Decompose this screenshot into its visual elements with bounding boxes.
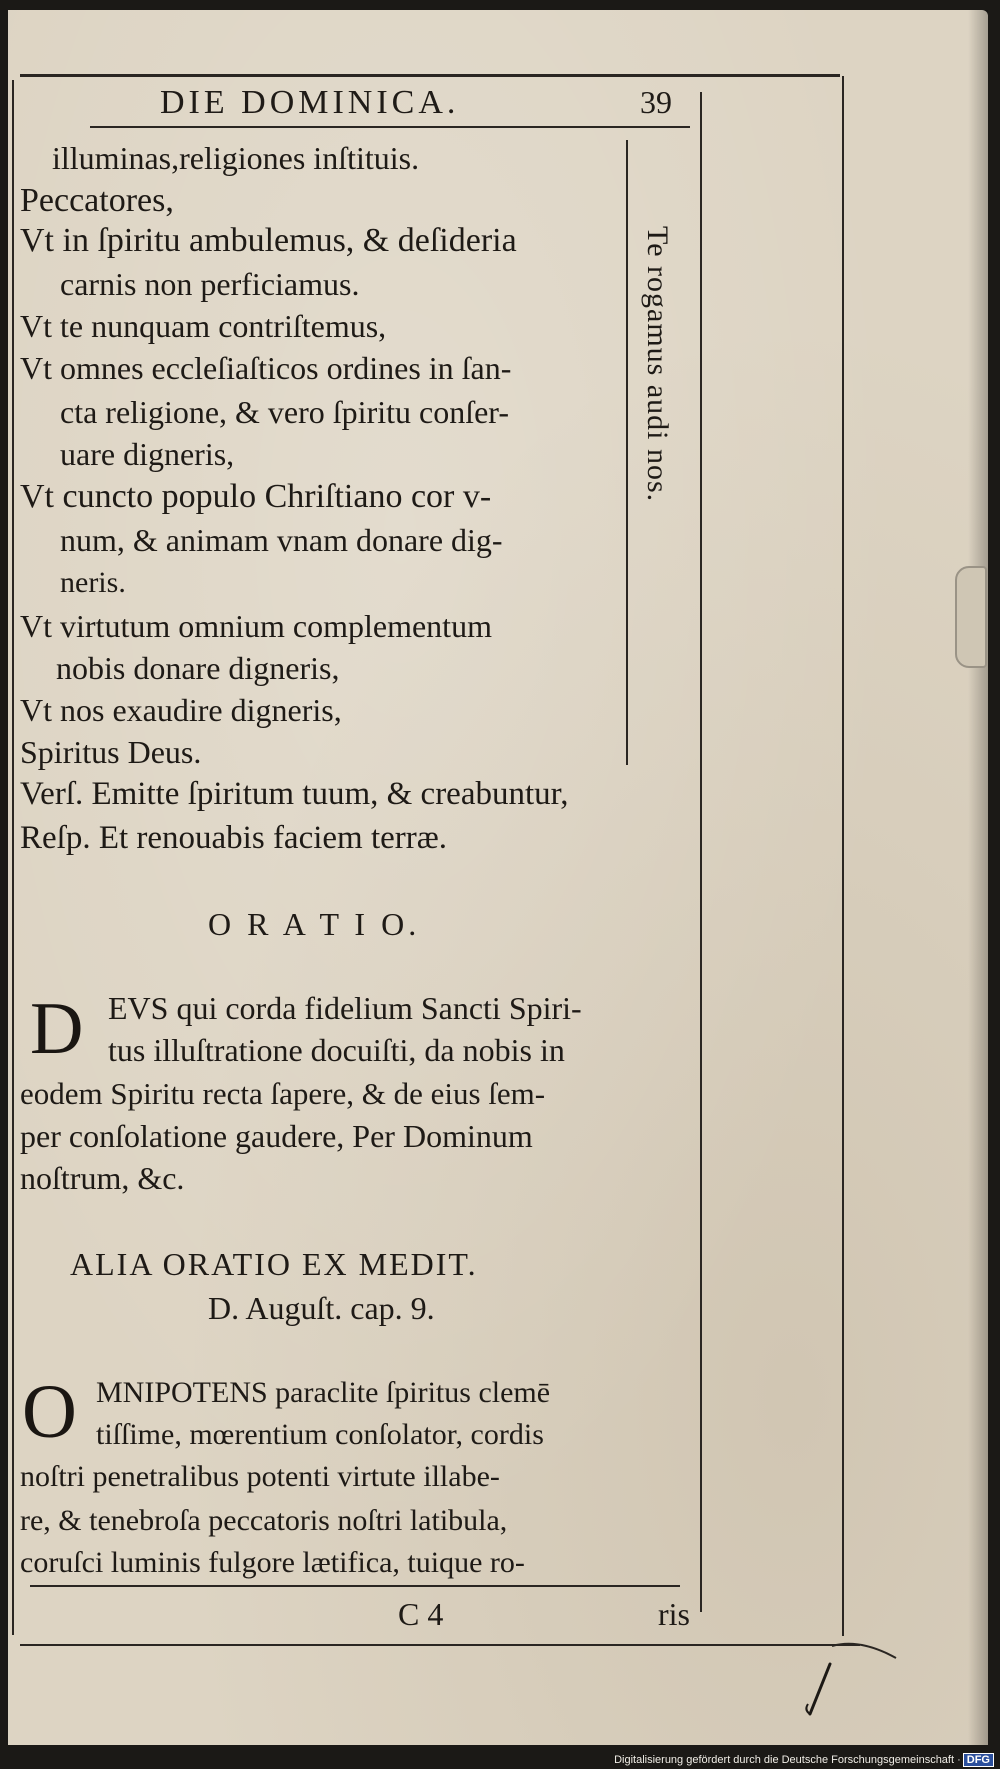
litany-line: num, & animam vnam donare dig- <box>60 522 503 558</box>
page-tab-marker <box>955 566 987 668</box>
oratio-line: tus illuſtratione docuiſti, da nobis in <box>108 1032 565 1068</box>
oratio-line: noſtrum, &c. <box>20 1160 185 1196</box>
alia-oratio-line: noſtri penetralibus potenti virtute illabe- <box>20 1460 500 1493</box>
versicle-line: Verſ. Emitte ſpiritum tuum, & creabuntur, <box>20 776 569 812</box>
litany-line: cta religione, & vero ſpiritu conſer- <box>60 394 509 430</box>
credit-text: Digitalisierung gefördert durch die Deutsche Forschungsgemeinschaft · <box>614 1754 961 1766</box>
handwritten-mark <box>800 1660 840 1720</box>
digitization-credit <box>614 1753 994 1767</box>
litany-column-rule <box>626 140 628 765</box>
signature-mark: C 4 <box>398 1596 444 1632</box>
litany-line: Spiritus Deus. <box>20 734 202 770</box>
catchword: ris <box>658 1596 690 1632</box>
alia-oratio-heading: ALIA ORATIO EX MEDIT. <box>70 1246 478 1282</box>
litany-line: Peccatores, <box>20 182 174 219</box>
litany-line: Vt virtutum omnium complementum <box>20 608 492 644</box>
footer-rule <box>20 1644 860 1646</box>
header-rule <box>90 126 690 128</box>
response-line: Reſp. Et renouabis faciem terræ. <box>20 820 448 856</box>
alia-oratio-line: re, & tenebroſa peccatoris noſtri latibula, <box>20 1504 508 1537</box>
litany-line: neris. <box>60 566 126 599</box>
alia-oratio-line: tiſſime, mœrentium conſolator, cordis <box>96 1418 544 1451</box>
oratio-heading: O R A T I O. <box>208 906 421 942</box>
frame-left-rule <box>12 80 14 1635</box>
alia-oratio-line: MNIPOTENS paraclite ſpiritus clemē <box>96 1376 551 1409</box>
frame-outer-right-rule <box>842 76 844 1636</box>
litany-line: Vt te nunquam contriſtemus, <box>20 308 387 344</box>
running-head-title: DIE DOMINICA. <box>160 84 460 121</box>
oratio-dropcap: D <box>30 988 84 1070</box>
alia-oratio-dropcap: O <box>22 1370 77 1454</box>
litany-line: nobis donare digneris, <box>56 650 340 686</box>
footer-flourish <box>830 1628 900 1668</box>
litany-line: illuminas,religiones inſtituis. <box>52 140 420 176</box>
litany-line: carnis non perficiamus. <box>60 266 360 302</box>
top-rule <box>20 74 840 77</box>
litany-refrain: Te rogamus audi nos. <box>641 226 674 503</box>
litany-line: Vt omnes eccleſiaſticos ordines in ſan- <box>20 350 512 386</box>
oratio-line: per conſolatione gaudere, Per Dominum <box>20 1118 533 1154</box>
oratio-line: EVS qui corda fidelium Sancti Spiri- <box>108 990 582 1026</box>
dfg-logo: DFG <box>963 1753 994 1767</box>
alia-oratio-line: coruſci luminis fulgore lætifica, tuique ro- <box>20 1546 525 1579</box>
frame-right-rule <box>700 92 702 1612</box>
litany-line: Vt nos exaudire digneris, <box>20 692 342 728</box>
page-number: 39 <box>640 84 672 120</box>
litany-line: Vt cuncto populo Chriſtiano cor v- <box>20 478 492 515</box>
bottom-rule <box>30 1585 680 1587</box>
alia-oratio-source: D. Auguſt. cap. 9. <box>208 1290 435 1326</box>
oratio-line: eodem Spiritu recta ſapere, & de eius ſem- <box>20 1076 546 1111</box>
litany-line: Vt in ſpiritu ambulemus, & deſideria <box>20 222 517 259</box>
page-edge-shadow <box>968 10 988 1745</box>
litany-line: uare digneris, <box>60 436 235 472</box>
